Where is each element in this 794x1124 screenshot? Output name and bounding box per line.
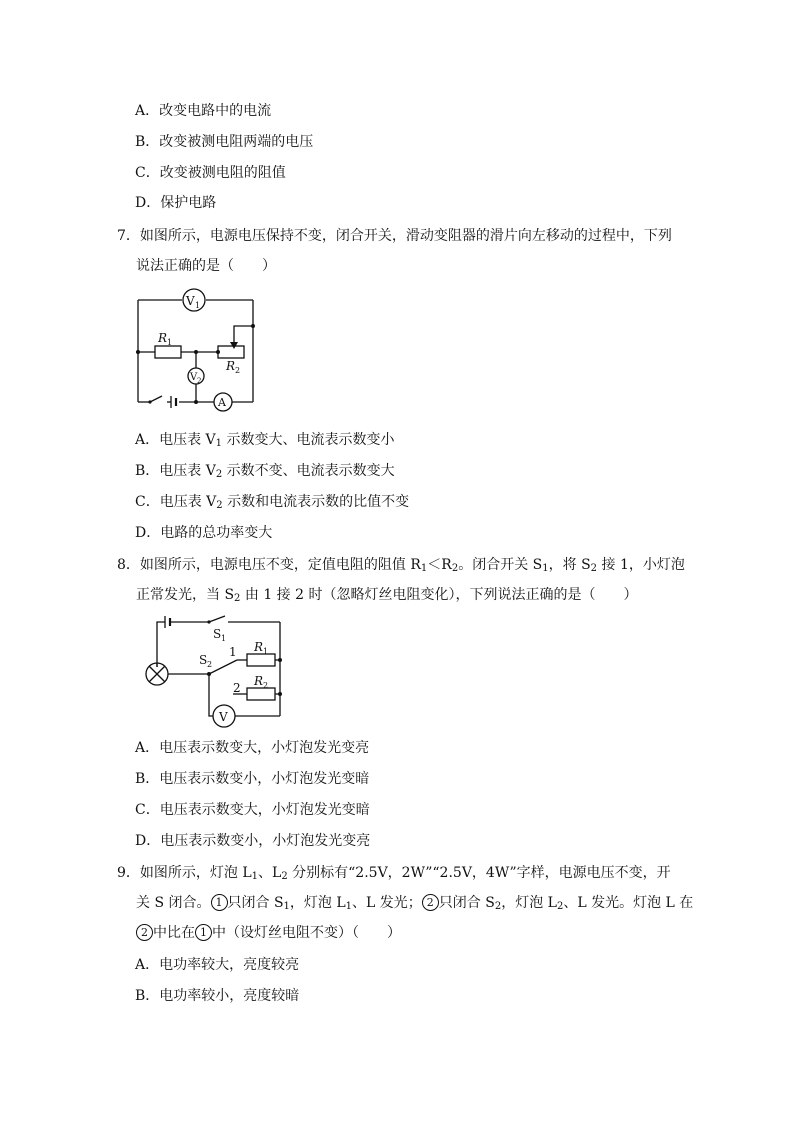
q8-voltmeter-label: V: [219, 710, 228, 724]
q8-s1-label: S: [213, 627, 222, 641]
circled-number-1: 1: [195, 924, 212, 941]
q7-r1-label: R: [158, 331, 168, 345]
q7-option-b: B．电压表 $V_2$ 示数不变、电流表示数变大: [135, 463, 395, 480]
q7-v2-label: V: [190, 372, 198, 383]
q8-position-1: 1: [229, 645, 237, 659]
q6-option-b: B．改变被测电阻两端的电压: [135, 134, 314, 150]
q9-stem-line1: 9．如图所示，灯泡 $L_1$、$L_2$ 分别标有“2.5V，2W”“2.5V，4W”字样，电源电压不变，开: [117, 865, 671, 882]
q7-stem-line1: 7．如图所示，电源电压保持不变，闭合开关，滑动变阻器的滑片向左移动的过程中，下列: [117, 228, 672, 244]
q9-stem-line3: 2 中比在 1 中（设灯丝电阻不变）（ ）: [136, 924, 401, 942]
q9-option-b: B．电功率较小，亮度较暗: [135, 988, 300, 1004]
q8-option-b: B．电压表示数变小，小灯泡发光变暗: [135, 771, 370, 787]
q7-r2-label: R: [226, 359, 236, 373]
circled-number-2: 2: [136, 924, 153, 941]
q7-v2-sub: 2: [197, 377, 202, 385]
q7-circuit-figure: [130, 284, 265, 416]
q8-option-c: C．电压表示数变大，小灯泡发光变暗: [135, 802, 370, 818]
q8-option-d: D．电压表示数变小，小灯泡发光变亮: [135, 833, 371, 849]
q8-circuit-figure: [133, 612, 288, 726]
q8-r2-sub: 2: [263, 681, 269, 690]
q8-position-2: 2: [233, 681, 241, 695]
q7-v1-label: V: [186, 294, 195, 308]
q6-option-d: D．保护电路: [135, 195, 217, 211]
q8-stem-line2: 正常发光，当 $S_2$ 由 1 接 2 时（忽略灯丝电阻变化），下列说法正确的是（ ）: [136, 587, 638, 604]
q7-v1-sub: 1: [195, 301, 201, 310]
q6-option-c: C．改变被测电阻的阻值: [135, 165, 286, 181]
circled-number-1: 1: [211, 894, 228, 911]
q7-option-c: C．电压表 $V_2$ 示数和电流表示数的比值不变: [135, 494, 410, 511]
q8-option-a: A．电压表示数变大，小灯泡发光变亮: [135, 740, 370, 756]
q8-r2-label: R: [254, 674, 264, 688]
q7-r2-sub: 2: [235, 366, 241, 375]
q8-s2-sub: 2: [207, 660, 213, 669]
q7-ammeter-label: A: [218, 396, 226, 409]
q8-stem-line1: 8．如图所示，电源电压不变，定值电阻的阻值 $R_1<R_2$。闭合开关 $S_1$，将 $S_2$ 接 1，小灯泡: [117, 557, 685, 574]
q9-stem-line2: 关 S 闭合。 1 只闭合 $S_1$，灯泡 $L_1$、L 发光； 2 只闭合 $S_2$，灯泡 $L_2$、L 发光。灯泡 L 在: [136, 895, 694, 912]
q8-r1-label: R: [254, 640, 264, 654]
q7-option-d: D．电路的总功率变大: [135, 525, 273, 541]
q6-option-a: A．改变电路中的电流: [135, 103, 272, 119]
q8-s1-sub: 1: [221, 634, 227, 643]
q7-r1-sub: 1: [167, 338, 173, 347]
q7-option-a: A．电压表 $V_1$ 示数变大、电流表示数变小: [135, 432, 395, 449]
circled-number-2: 2: [422, 894, 439, 911]
q7-stem-line2: 说法正确的是（ ）: [136, 258, 276, 274]
q8-s2-label: S: [199, 653, 208, 667]
q9-option-a: A．电功率较大，亮度较亮: [135, 957, 300, 973]
q8-r1-sub: 1: [263, 647, 269, 656]
